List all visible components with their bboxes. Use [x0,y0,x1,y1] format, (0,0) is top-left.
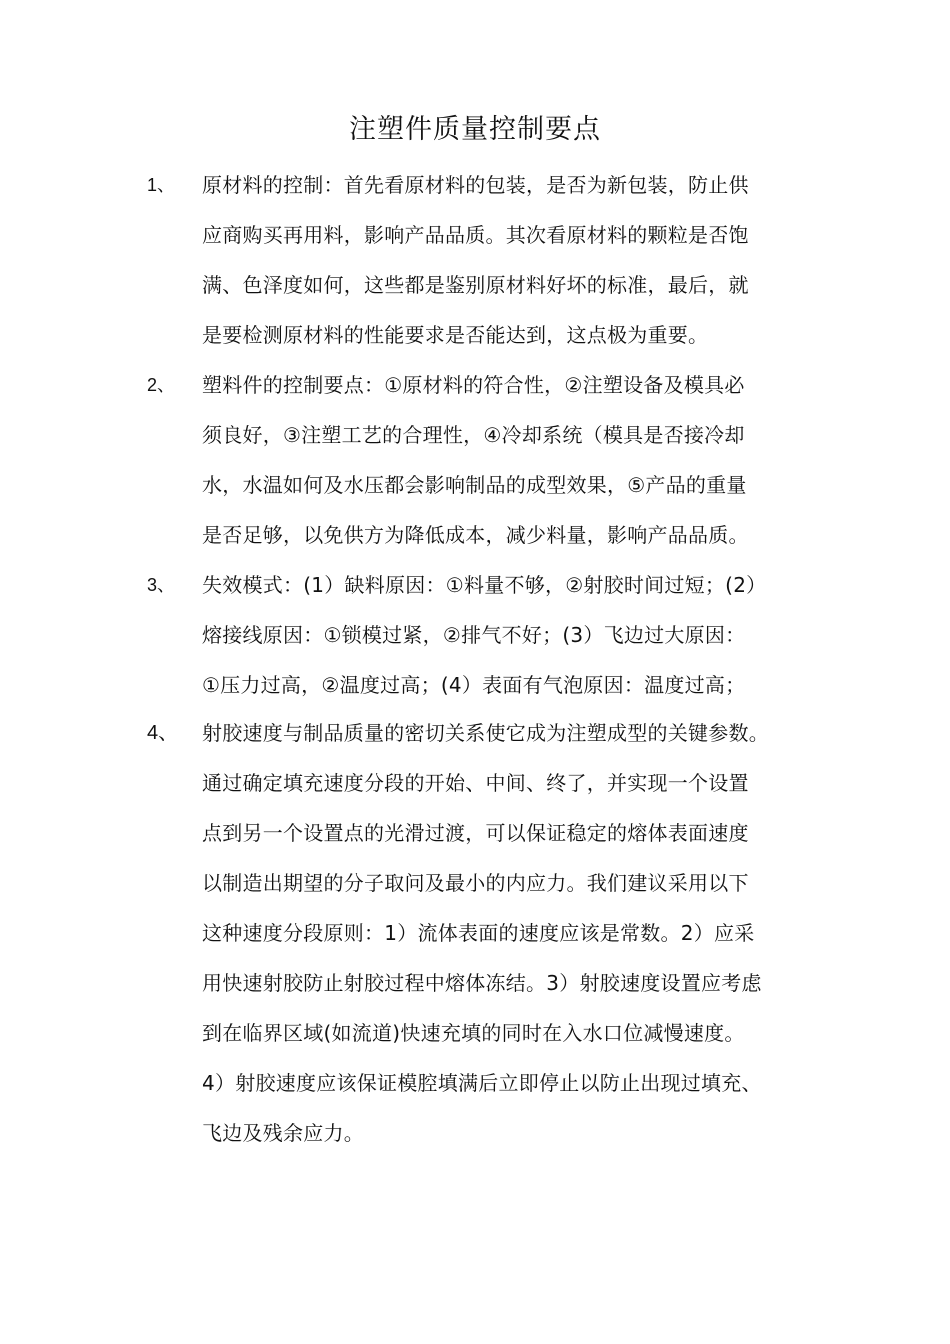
item-number: 2、 [147,375,176,395]
item-text-line: 水，水温如何及水压都会影响制品的成型效果，⑤产品的重量 [202,473,747,497]
item-text-line: 4）射胶速度应该保证模腔填满后立即停止以防止出现过填充、 [202,1071,762,1095]
item-text-line: 是要检测原材料的性能要求是否能达到，这点极为重要。 [202,323,709,347]
item-text-line: 须良好，③注塑工艺的合理性，④冷却系统（模具是否接冷却 [202,423,745,447]
item-text-line: 是否足够，以免供方为降低成本，减少料量，影响产品品质。 [202,523,749,547]
item-text-line: 原材料的控制：首先看原材料的包装，是否为新包装，防止供 [202,173,749,197]
item-text-line: 通过确定填充速度分段的开始、中间、终了，并实现一个设置 [202,771,749,795]
item-text-line: 用快速射胶防止射胶过程中熔体冻结。3）射胶速度设置应考虑 [202,971,762,995]
item-number: 3、 [147,575,176,595]
item-text-line: 飞边及残余应力。 [202,1121,364,1145]
item-text-line: 熔接线原因：①锁模过紧，②排气不好；(3）飞边过大原因： [202,623,746,647]
item-text-line: 射胶速度与制品质量的密切关系使它成为注塑成型的关键参数。 [202,721,769,745]
item-text-line: 以制造出期望的分子取问及最小的内应力。我们建议采用以下 [202,871,749,895]
item-text-line: 满、色泽度如何，这些都是鉴别原材料好坏的标准，最后，就 [202,273,749,297]
item-text-line: 这种速度分段原则：1）流体表面的速度应该是常数。2）应采 [202,921,755,945]
item-number: 4、 [147,722,179,744]
item-text-line: 应商购买再用料，影响产品品质。其次看原材料的颗粒是否饱 [202,223,749,247]
item-text-line: ①压力过高，②温度过高；(4）表面有气泡原因：温度过高； [202,673,746,697]
document-title: 注塑件质量控制要点 [349,114,601,145]
item-text-line: 点到另一个设置点的光滑过渡，可以保证稳定的熔体表面速度 [202,821,749,845]
item-text-line: 失效模式：(1）缺料原因：①料量不够，②射胶时间过短；(2） [202,573,767,597]
item-text-line: 到在临界区域(如流道)快速充填的同时在入水口位减慢速度。 [202,1021,745,1045]
item-number: 1、 [147,175,176,195]
item-text-line: 塑料件的控制要点：①原材料的符合性，②注塑设备及模具必 [202,373,745,397]
